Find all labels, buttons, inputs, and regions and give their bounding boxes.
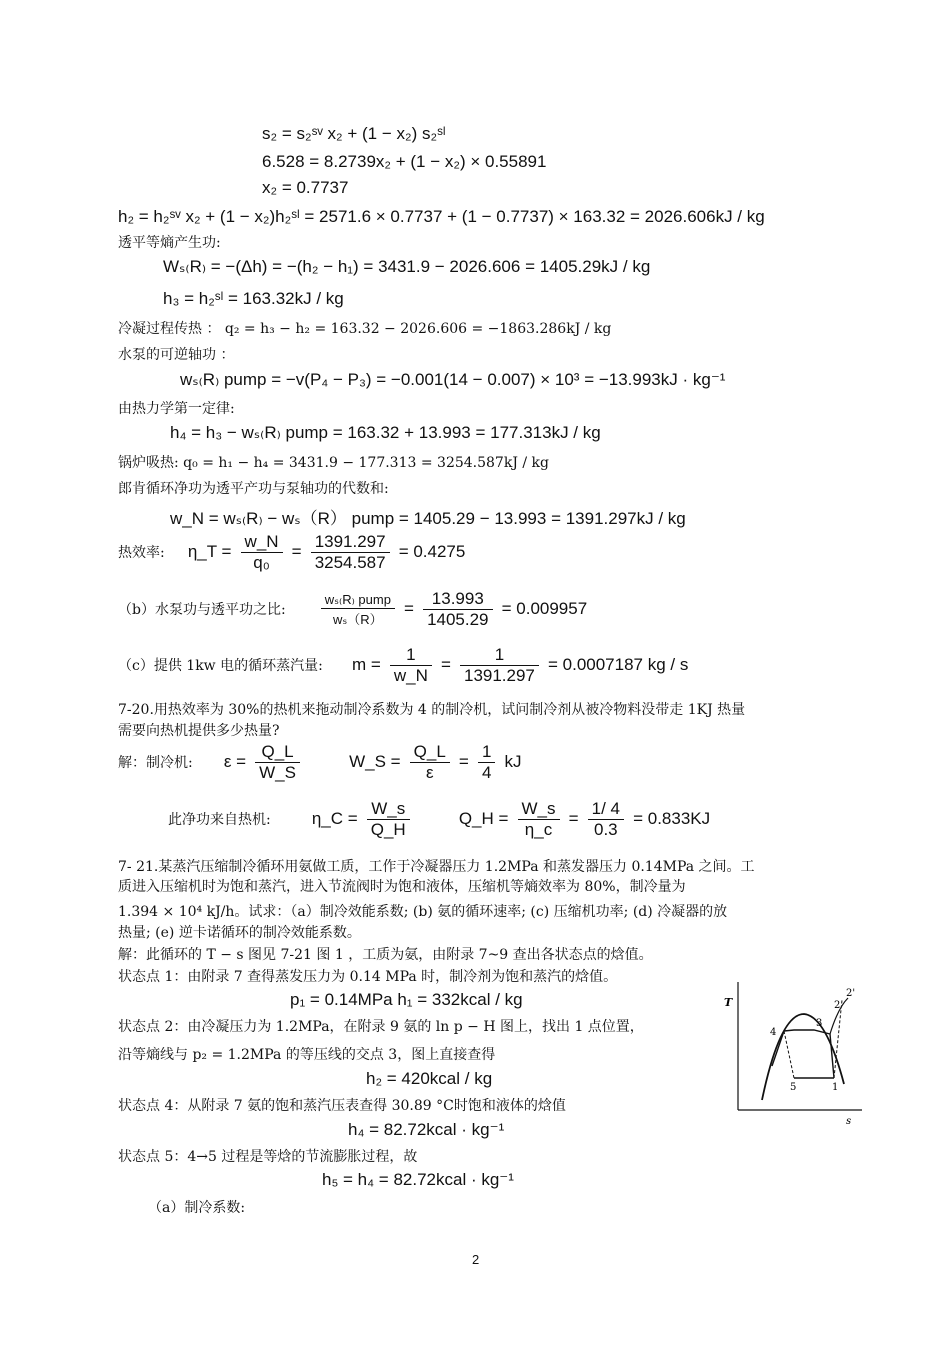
eq-thermal-efficiency: 热效率: η_T = $\frac{w\_N}{\text{q₀}}$ = $\frac{1391.297}{3254.587}$ = 0.4275 — [118, 532, 466, 572]
solution-intro: 解：此循环的 T − s 图见 7-21 图 1 ，工质为氨，由附录 7~9 查出各状态点的焓值。 — [118, 947, 653, 963]
eq-state-2: h₂ = 420kcal / kg — [366, 1069, 493, 1088]
eq-quality-result: x₂ = 0.7737 — [262, 178, 349, 197]
eq-state-5: h₅ = h₄ = 82.72kcal · kg⁻¹ — [322, 1170, 514, 1189]
text-turbine-work-label: 透平等熵产生功: — [118, 235, 221, 251]
eq-work-ratio: （b）水泵功与透平功之比: $\frac{\text{wₛ₍R₎ pump}}{\text{wₛ（R）}}$ = $\frac{13.993}{1405.29}$ = 0.009957 — [118, 589, 588, 629]
ts-label-s: s — [846, 1116, 852, 1127]
eq-enthalpy-h2: h₂ = h₂ˢᵛ x₂ + (1 − x₂)h₂ˢˡ = 2571.6 × 0.7737 + (1 − 0.7737) × 163.32 = 2026.606kJ / kg — [118, 207, 765, 226]
problem-7-21-line1: 7- 21.某蒸汽压缩制冷循环用氨做工质，工作于冷凝器压力 1.2MPa 和蒸发器压力 0.14MPa 之间。工 — [118, 859, 755, 875]
eq-pump-work: wₛ₍R₎ pump = −v(P₄ − P₃) = −0.001(14 − 0.007) × 10³ = −13.993kJ · kg⁻¹ — [180, 370, 726, 389]
eq-refrigerator-work: 解：制冷机: ε = $\frac{Q\_L}{W\_S}$ W_S = $\frac{Q\_L}{\varepsilon}$ = $\frac{1}{4}$ kJ — [118, 742, 522, 782]
text-net-work-label: 郎肯循环净功为透平产功与泵轴功的代数和: — [118, 481, 389, 497]
eq-entropy-balance: s₂ = s₂ˢᵛ x₂ + (1 − x₂) s₂ˢˡ — [262, 124, 446, 143]
problem-7-20-line2: 需要向热机提供多少热量? — [118, 723, 280, 739]
ts-cycle-path — [784, 1030, 834, 1078]
eq-enthalpy-h3: h₃ = h₂ˢˡ = 163.32kJ / kg — [163, 289, 344, 308]
eq-state-1: p₁ = 0.14MPa h₁ = 332kcal / kg — [290, 990, 523, 1009]
ts-point-3: 3 — [816, 1018, 823, 1029]
state-point-1-text: 状态点 1：由附录 7 查得蒸发压力为 0.14 MPa 时，制冷剂为饱和蒸汽的焓值。 — [118, 969, 618, 985]
ts-throttle-line — [784, 1031, 794, 1078]
ts-point-5: 5 — [790, 1082, 797, 1093]
eq-boiler-heat: 锅炉吸热: q₀ = h₁ − h₄ = 3431.9 − 177.313 = 3254.587kJ / kg — [118, 455, 549, 471]
eq-enthalpy-h4: h₄ = h₃ − wₛ₍R₎ pump = 163.32 + 13.993 = 177.313kJ / kg — [170, 423, 601, 442]
problem-7-21-line2: 质进入压缩机时为饱和蒸汽，进入节流阀时为饱和液体，压缩机等熵效率为 80%，制冷量为 — [118, 879, 686, 895]
eq-turbine-work: Wₛ₍R₎ = −(Δh) = −(h₂ − h₁) = 3431.9 − 2026.606 = 1405.29kJ / kg — [163, 257, 651, 276]
eq-steam-mass: （c）提供 1kw 电的循环蒸汽量: m = $\frac{1}{w\_N}$ = $\frac{1}{1391.297}$ = 0.0007187 kg / s — [118, 645, 689, 685]
ts-label-T: T — [724, 996, 733, 1009]
page-number: 2 — [472, 1252, 480, 1267]
part-a-label: （a）制冷系数: — [148, 1200, 246, 1216]
eq-net-work: w_N = wₛ₍R₎ − wₛ（R） pump = 1405.29 − 13.993 = 1391.297kJ / kg — [170, 509, 686, 528]
eq-condenser-heat: 冷凝过程传热 ： q₂ = h₃ − h₂ = 163.32 − 2026.606 = −1863.286kJ / kg — [118, 321, 612, 337]
problem-7-20-line1: 7-20.用热效率为 30%的热机来拖动制冷系数为 4 的制冷机，试问制冷剂从被冷物料没带走 1KJ 热量 — [118, 702, 746, 718]
ts-point-2: 2 — [834, 1000, 841, 1011]
text-first-law-label: 由热力学第一定律: — [118, 401, 235, 417]
text-pump-work-label: 水泵的可逆轴功 ： — [118, 347, 235, 363]
eq-state-4: h₄ = 82.72kcal · kg⁻¹ — [348, 1120, 505, 1139]
problem-7-21-line3: 1.394 × 10⁴ kJ/h。试求：（a）制冷效能系数; (b) 氨的循环速率; (c) 压缩机功率; (d) 冷凝器的放 — [118, 904, 728, 920]
state-point-4-text: 状态点 4：从附录 7 氨的饱和蒸汽压表查得 30.89 °C时饱和液体的焓值 — [118, 1098, 566, 1114]
ts-point-2prime: 2' — [846, 988, 856, 999]
ts-diagram — [722, 978, 870, 1130]
ts-point-4: 4 — [770, 1027, 777, 1038]
state-point-5-text: 状态点 5：4→5 过程是等焓的节流膨胀过程，故 — [118, 1149, 418, 1165]
eq-entropy-values: 6.528 = 8.2739x₂ + (1 − x₂) × 0.55891 — [262, 152, 547, 171]
problem-7-21-line4: 热量; (e) 逆卡诺循环的制冷效能系数。 — [118, 925, 361, 941]
eq-heat-engine: 此净功来自热机: η_C = $\frac{W\_s}{Q\_H}$ Q_H = $\frac{W\_s}{\eta\_c}$ = $\frac{1/ 4}{0.3}$ = 0.833KJ — [168, 799, 711, 839]
state-point-2-text-cont: 沿等熵线与 p₂ = 1.2MPa 的等压线的交点 3，图上直接查得 — [118, 1047, 496, 1063]
state-point-2-text: 状态点 2：由冷凝压力为 1.2MPa，在附录 9 氨的 ln p − H 图上，找出 1 点位置， — [118, 1019, 644, 1035]
ts-point-1: 1 — [832, 1082, 839, 1093]
